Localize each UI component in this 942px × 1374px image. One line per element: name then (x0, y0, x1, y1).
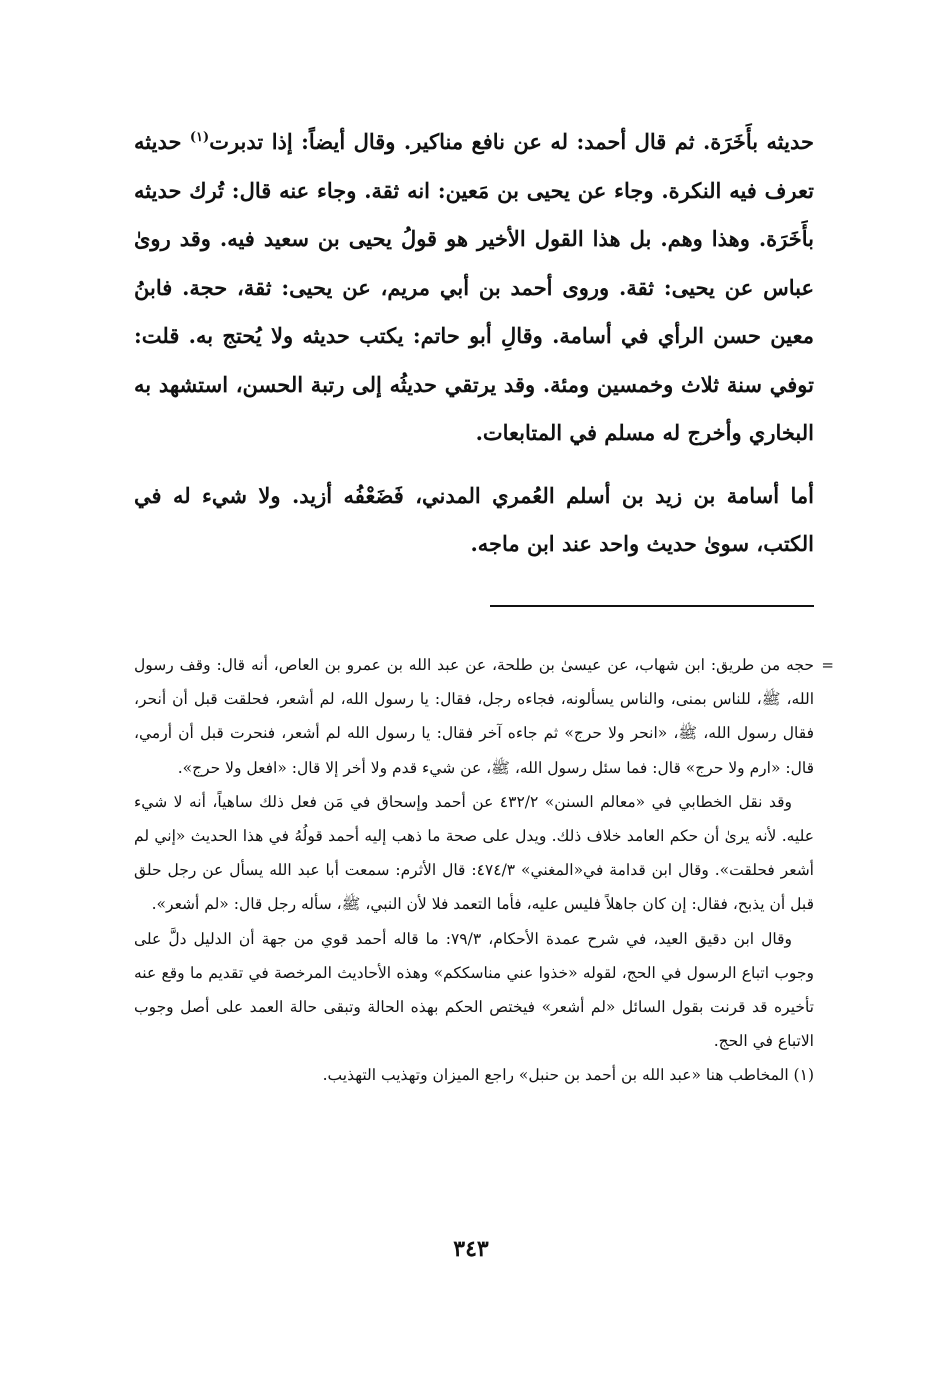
footnote-ibn-daqiq: وقال ابن دقيق العيد، في شرح عمدة الأحكام، ٧٩/٣: ما قاله أحمد قوي من جهة أن الدليل دلَّ على وجوب اتباع الرسول في الحج، لقوله «خذوا عني مناسككم» وهذه الأحاديث المرخصة في تقديم ما وقع عنه تأخيره قد قرنت بقول السائل «لم أشعر» فيختص الحكم بهذه الحالة وتبقى حالة العمد على أصل وجوب الاتباع في الحج. (134, 929, 814, 1051)
paragraph-1-rest: حديثه تعرف فيه النكرة. وجاء عن يحيى بن مَعين: انه ثقة. وجاء عنه قال: تُرك حديثه بأَخَرَة. وهذا وهم. بل هذا القول الأخير هو قولُ يحيى بن سعيد فيه. وقد روىٰ عباس عن يحيى: ثقة. وروى أحمد بن أبي مريم، عن يحيى: ثقة، حجة. فابنُ معين حسن الرأي في أسامة. وقالِ أبو حاتم: يكتب حديثه ولا يُحتج به. قلت: توفي سنة ثلاث وخمسين ومئة. وقد يرتقي حديثُه إلى رتبة الحسن، استشهد به البخاري وأخرج له مسلم في المتابعات. (134, 129, 814, 445)
paragraph-2: أما أسامة بن زيد بن أسلم العُمري المدني، فَضَعْفُه أزيد. ولا شيء له في الكتب، سوىٰ حديث واحد عند ابن ماجه. (134, 482, 814, 556)
main-body-text (134, 118, 814, 569)
paragraph-1-start: حديثه بأَخَرَة. ثم قال أحمد: له عن نافع مناكير. وقال أيضاً: إذا تدبرت (209, 129, 814, 154)
footnote-divider (490, 605, 814, 607)
footnote-khattabi: وقد نقل الخطابي في «معالم السنن» ٤٣٢/٢ عن أحمد وإسحاق في مَن فعل ذلك ساهياً، أنه لا شيء عليه. لأنه يرىٰ أن حكم العامد خلاف ذلك. ويدل على صحة ما ذهب إليه أحمد قولُهُ في هذا الحديث «إني لم أشعر فحلقت». وقال ابن قدامة في«المغني» ٤٧٤/٣: قال الأثرم: سمعت أبا عبد الله يسأل عن رجل حلق قبل أن يذبح، فقال: إن كان جاهلاً فليس عليه، فأما التعمد فلا لأن النبي، ﷺ، سأله رجل قال: «لم أشعر». (134, 792, 814, 914)
paragraph-1 (134, 118, 814, 458)
footnote-1: (١) المخاطب هنا «عبد الله بن أحمد بن حنبل» راجع الميزان وتهذيب التهذيب. (322, 1066, 814, 1085)
continuation-mark: = (821, 656, 834, 674)
footnote-marker: (١) (189, 130, 210, 145)
footnotes (134, 648, 814, 1093)
page-number: ٣٤٣ (453, 1236, 489, 1262)
footnote-continuation: حجه من طريق: ابن شهاب، عن عيسىٰ بن طلحة، عن عبد الله بن عمرو بن العاص، أنه قال: وقف رسول الله، ﷺ، للناس بمنى، والناس يسألونه، فجاءه رجل، فقال: يا رسول الله، لم أشعر، فحلقت قبل أن أنحر، فقال رسول الله، ﷺ، «انحر ولا حرج» ثم جاءه آخر فقال: يا رسول الله لم أشعر، فنحرت قبل أن أرمي، قال: «ارم ولا حرج» قال: فما سئل رسول الله، ﷺ، عن شيء قدم ولا أخر إلا قال: «افعل ولا حرج». (134, 656, 814, 777)
